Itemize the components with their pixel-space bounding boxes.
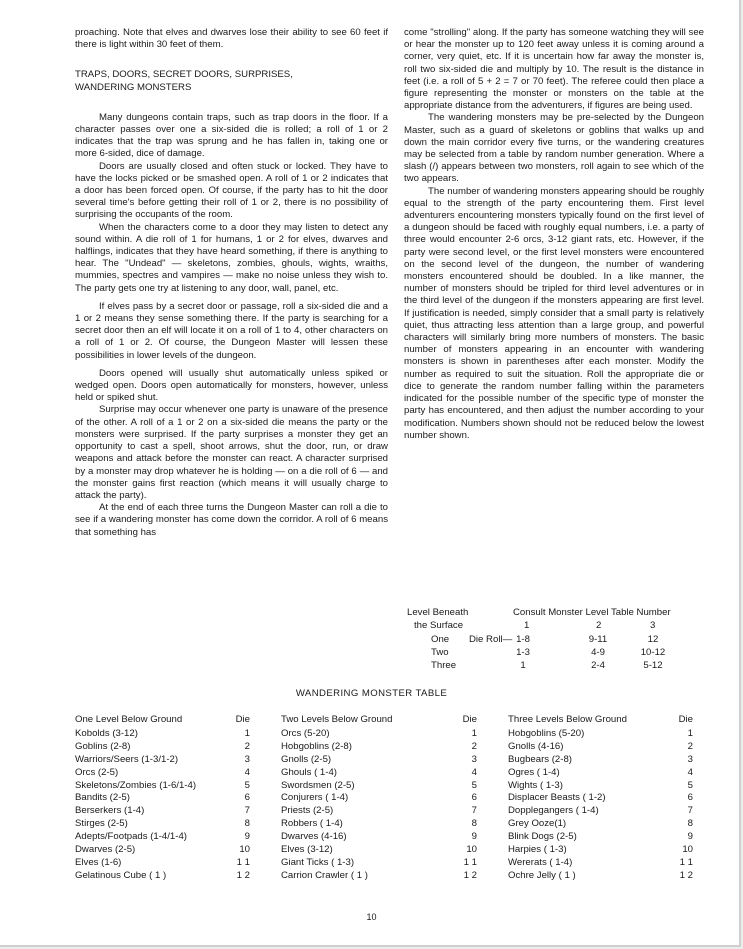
wandering-table-column-3 <box>508 714 693 883</box>
table-row: Swordsmen (2-5) 5 <box>281 779 477 791</box>
table-row: Orcs (5-20) 1 <box>281 728 477 739</box>
doors-paragraph: Doors are usually closed and often stuck or locked. They have to have the locks picked or be smashed open. A roll of 1 or 2 indicates that a door has been forced open. Of course, if the party has to hit the door several time's before getting their roll of 1 or 2, there is no possibility of surprising the occupants of the room. <box>75 160 388 221</box>
die-header: Die <box>235 714 250 725</box>
table-row: Ochre Jelly ( 1 ) 1 2 <box>508 869 693 881</box>
table-row: Wights ( 1-3) 5 <box>508 779 693 791</box>
table-row: Displacer Beasts ( 1-2) 6 <box>508 792 693 804</box>
level-row-value: 10-12 <box>640 647 666 658</box>
table-row: Conjurers ( 1-4) 6 <box>281 792 477 804</box>
wandering-monster-table-title: WANDERING MONSTER TABLE <box>295 688 448 699</box>
table-row: Giant Ticks ( 1-3) 1 1 <box>281 856 477 868</box>
table-row: Elves (3-12) 10 <box>281 844 477 856</box>
wandering-table-column-2 <box>281 714 477 883</box>
level-row-value: 5-12 <box>643 660 663 671</box>
level-row-value: 9-11 <box>588 634 608 645</box>
wandering-check-paragraph: At the end of each three turns the Dungeon Master can roll a die to see if a wandering monster has come down the corridor. A roll of 6 means that something has <box>75 502 388 538</box>
level-header-left-1: Level Beneath <box>407 607 469 618</box>
level-row-value: 1-8 <box>516 634 530 645</box>
table-row: Bandits (2-5) 6 <box>75 792 250 804</box>
table-row: Ghouls ( 1-4) 4 <box>281 766 477 778</box>
table-row: Gnolls (4-16) 2 <box>508 740 693 752</box>
table-row: Harpies ( 1-3) 10 <box>508 844 693 856</box>
level-row-value: 1 <box>520 660 526 671</box>
left-text-column <box>75 27 388 539</box>
table-row: Stirges (2-5) 8 <box>75 818 250 830</box>
preselected-paragraph: The wandering monsters may be pre-selected by the Dungeon Master, such as a guard of skeletons or goblins that walks up and down the main corridor every five turns, or the wandering creatures may be selected from a table by random number generation. Where a slash (/) appears between two monsters, roll again to see which of the two appears. <box>404 112 704 185</box>
intro-paragraph: proaching. Note that elves and dwarves lose their ability to see 60 feet if there is light within 30 feet of them. <box>75 27 388 51</box>
table-row: Hobgoblins (2-8) 2 <box>281 740 477 752</box>
table-row: Orcs (2-5) 4 <box>75 766 250 778</box>
level-row-label: Two <box>431 647 449 658</box>
traps-paragraph: Many dungeons contain traps, such as trap doors in the floor. If a character passes over one a six-sided die is rolled; a roll of 1 or 2 indicates that the trap was sprung and he has fallen in, taking one or more 6-sided, dice of damage. <box>75 111 388 160</box>
level-header-right: Consult Monster Level Table Number <box>513 607 671 618</box>
die-header: Die <box>678 714 693 725</box>
listen-paragraph: When the characters come to a door they may listen to detect any sound within. A die roll of 1 for humans, 1 or 2 for elves, dwarves and halflings, indicates that they have heard something, if there is anything to hear. The "Undead" — skeletons, zombies, ghouls, wights, wraiths, mummies, spectres and vampires — make no noise unless they wish to. The party gets one try at listening to any door, wall, panel, etc. <box>75 221 388 294</box>
level-row-value: 4-9 <box>591 647 605 658</box>
level-col-3: 3 <box>650 620 656 631</box>
table-row: Blink Dogs (2-5) 9 <box>508 831 693 843</box>
table-row: Warriors/Seers (1-3/1-2) 3 <box>75 753 250 765</box>
page-number: 10 <box>366 912 377 922</box>
table-row: Ogres ( 1-4) 4 <box>508 766 693 778</box>
level-table <box>407 606 707 676</box>
table-row: Dwarves (4-16) 9 <box>281 831 477 843</box>
table-row: Gelatinous Cube ( 1 ) 1 2 <box>75 869 250 881</box>
table-row: Berserkers (1-4) 7 <box>75 805 250 817</box>
table-row: Hobgoblins (5-20) 1 <box>508 728 693 739</box>
level-col-2: 2 <box>596 620 602 631</box>
level-col-1: 1 <box>524 620 530 631</box>
strolling-paragraph: come "strolling" along. If the party has someone watching they will see or hear the monster up to 120 feet away unless it is coming around a corner, very quiet, etc. If it is uncertain how far away the monster is, roll two six-sided die and multiply by 10. The result is the distance in feet (i.e. a roll of 5 + 2 = 7 or 70 feet). The referee could then place a figure representing the monster or monsters on the table at the appropriate distance from the adventurers, if figures are being used. <box>404 27 704 112</box>
table-row: Wererats ( 1-4) 1 1 <box>508 856 693 868</box>
die-header: Die <box>462 714 477 725</box>
die-roll-label: Die Roll— <box>469 634 513 645</box>
table-row: Gnolls (2-5) 3 <box>281 753 477 765</box>
level-header-left-2: the Surface <box>414 620 464 631</box>
level-row-label: One <box>431 634 450 645</box>
table-row: Priests (2-5) 7 <box>281 805 477 817</box>
table-row: Elves (1-6) 1 1 <box>75 856 250 868</box>
secret-door-paragraph: If elves pass by a secret door or passage, roll a six-sided die and a 1 or 2 means they sense something there. If the party is searching for a secret door then an elf will locate it on a roll of 1 to 4, other characters on a roll of 1 or 2. Of course, the Dungeon Master will lessen these possibilities in lower levels of the dungeon. <box>75 300 388 361</box>
table-row: Goblins (2-8) 2 <box>75 740 250 752</box>
right-text-column <box>404 27 704 442</box>
column-header: Two Levels Below Ground <box>281 714 393 725</box>
number-appearing-paragraph: The number of wandering monsters appearing should be roughly equal to the strength of the party encountering them. First level adventurers encountering monsters typically found on the first level of a dungeon should be faced with roughly equal numbers, i.e. a party of three would encounter 2-6 orcs, 3-12 giant rats, etc. However, if the party were second level, or the first level monsters were encountered on the second level of the dungeon, the number of wandering monsters encountered should be doubled. In a like manner, the number of monsters should be tripled for third level adventures or in the third level of the dungeon if the monsters appearing are first level. If justification is needed, simply consider that a small party is relatively quiet, thus attracting less attention than a large group, and powerful characters will similarly bring more numbers of monsters. The basic number of monsters appearing in an encounter with wandering monsters is shown in parentheses after each monster. Modify the number as required to suit the situation. Roll the appropriate die or dice to generate the random number falling within the parameters indicated for the possible number of the specific type of monster the party has encountered, and then adjust the number according to your modification. Numbers shown should not be reduced below the lowest number shown. <box>404 185 704 441</box>
level-row-label: Three <box>431 660 457 671</box>
wandering-table-column-1 <box>75 714 250 883</box>
table-row: Dwarves (2-5) 10 <box>75 844 250 856</box>
section-heading-line-1: TRAPS, DOORS, SECRET DOORS, SURPRISES, <box>75 69 293 81</box>
table-row: Skeletons/Zombies (1-6/1-4) 5 <box>75 779 250 791</box>
table-row: Bugbears (2-8) 3 <box>508 753 693 765</box>
column-header: One Level Below Ground <box>75 714 183 725</box>
table-row: Robbers ( 1-4) 8 <box>281 818 477 830</box>
table-row: Kobolds (3-12) 1 <box>75 728 250 739</box>
level-row-value: 12 <box>647 634 659 645</box>
column-header: Three Levels Below Ground <box>508 714 627 725</box>
surprise-paragraph: Surprise may occur whenever one party is unaware of the presence of the other. A roll of a 1 or 2 on a six-sided die means the party or the monsters were surprised. If the party surprises a monster they get an opportunity to cast a spell, shoot arrows, shut the door, run, or draw weapons and attack before the monster can react. A character surprised by a monster may drop whatever he is holding — on a die roll of 6 — and the monster gains first reaction (which means it will usually charge to attack the party). <box>75 404 388 501</box>
table-row: Carrion Crawler ( 1 ) 1 2 <box>281 869 477 881</box>
doors-shut-paragraph: Doors opened will usually shut automatically unless spiked or wedged open. Doors open automatically for monsters, however, unless held or spiked shut. <box>75 367 388 404</box>
table-row: Dopplegangers ( 1-4) 7 <box>508 805 693 817</box>
level-row-value: 1-3 <box>516 647 530 658</box>
table-row: Adepts/Footpads (1-4/1-4) 9 <box>75 831 250 843</box>
level-row-value: 2-4 <box>591 660 605 671</box>
section-heading-line-2: WANDERING MONSTERS <box>75 81 192 93</box>
table-row: Grey Ooze(1) 8 <box>508 818 693 830</box>
